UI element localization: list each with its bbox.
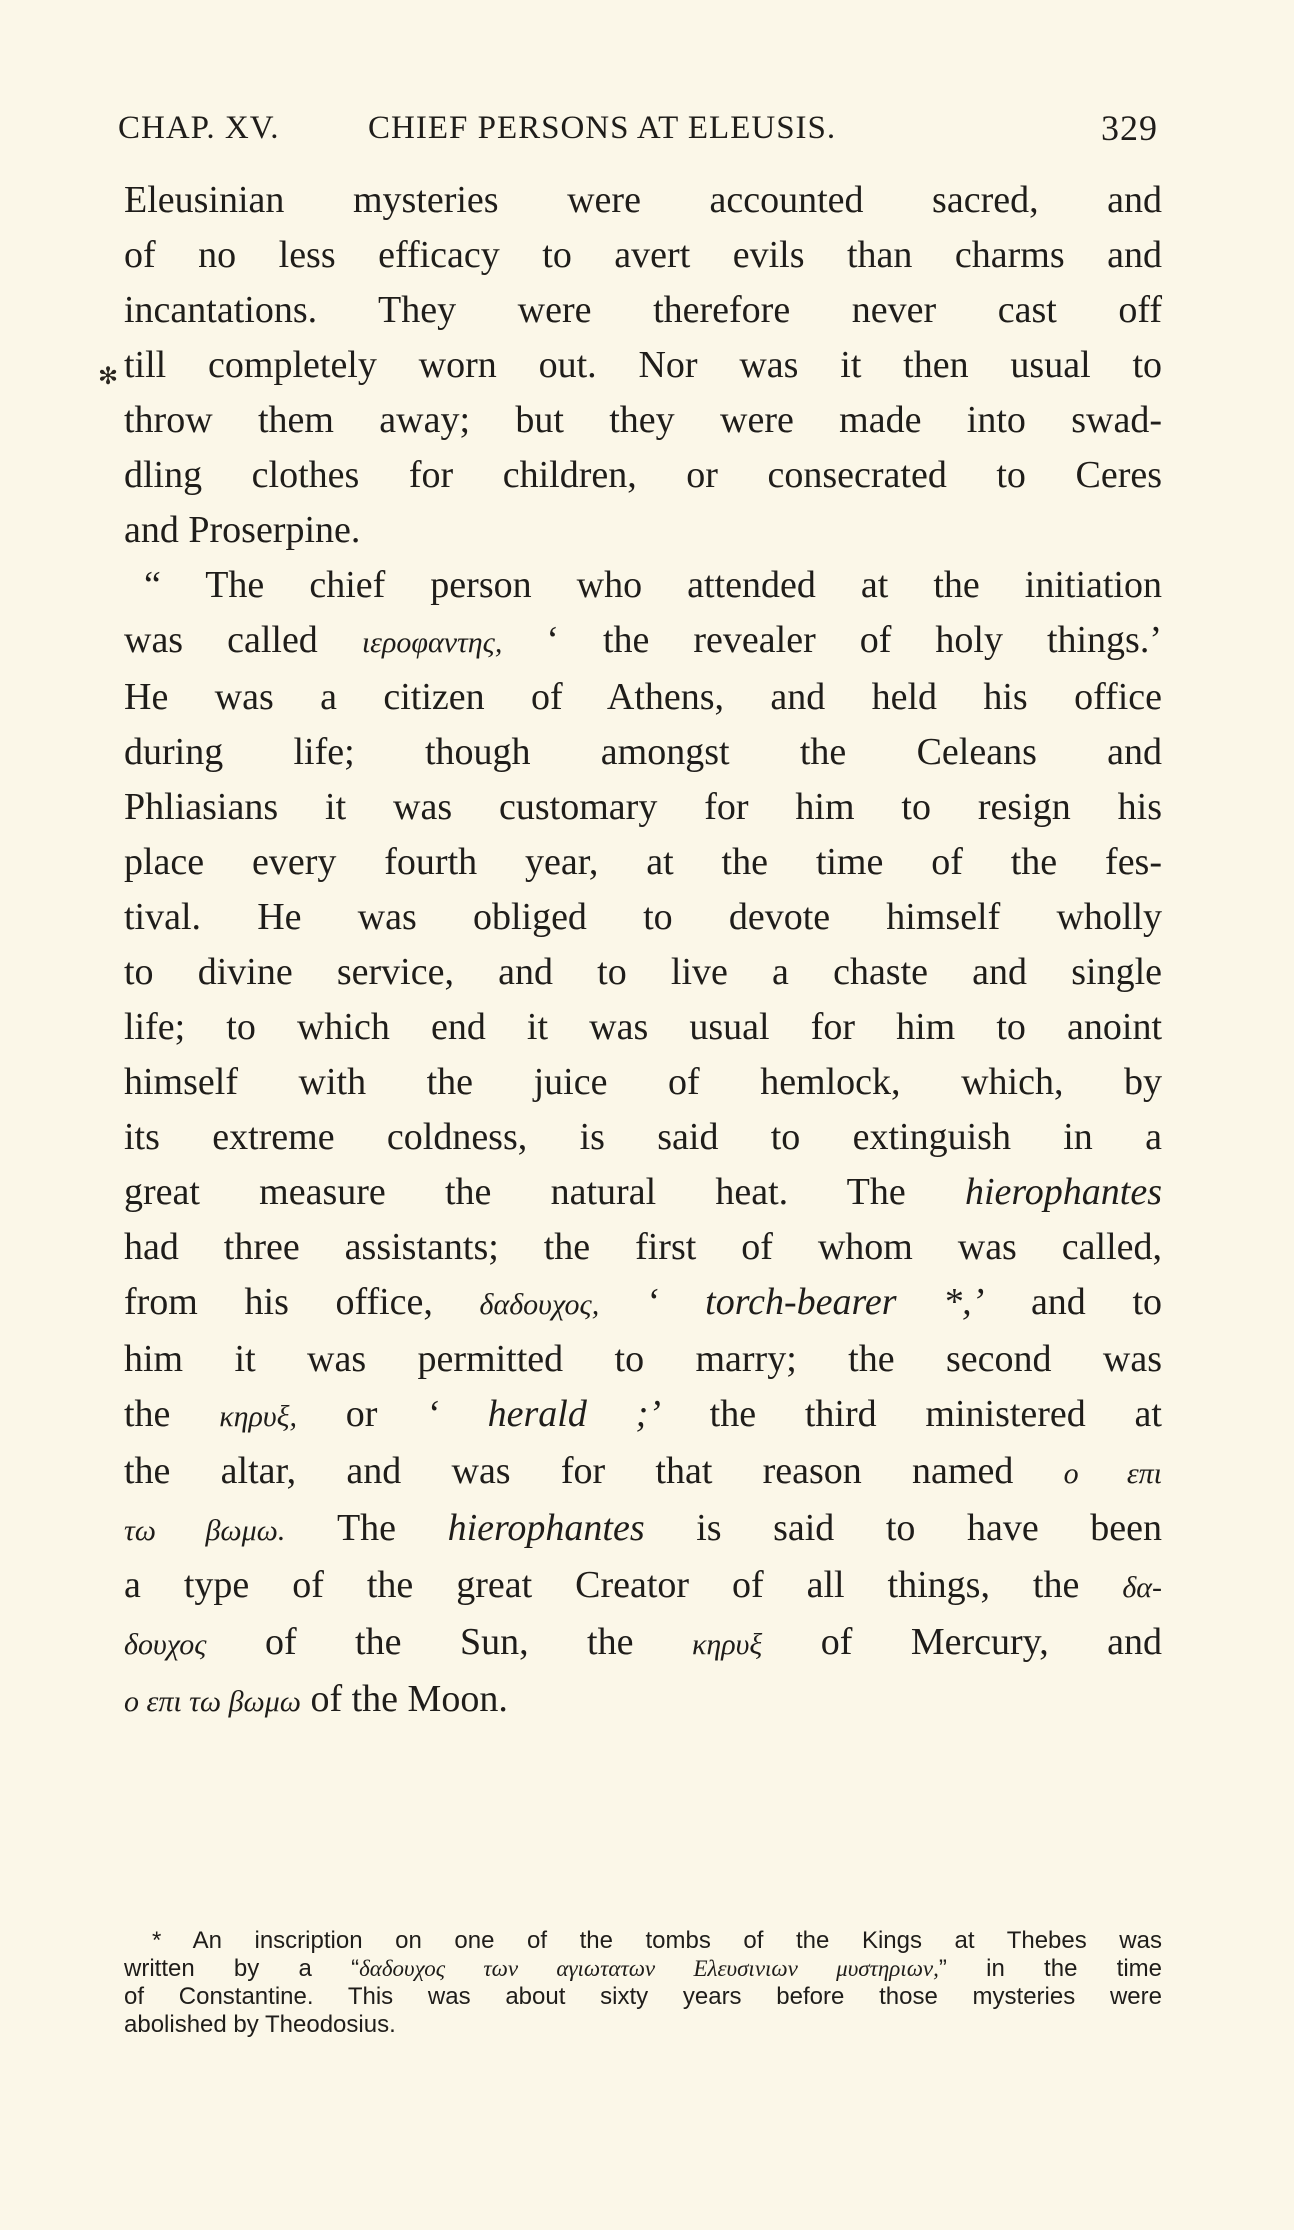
text-line: dling clothes for children, or consecrated to Ceres bbox=[124, 454, 1162, 496]
text-line bbox=[124, 613, 1162, 670]
italic-term: ‘ herald ;’ bbox=[426, 1393, 661, 1435]
text-run: the bbox=[124, 1393, 171, 1435]
text-run: ” in the time bbox=[938, 1955, 1162, 1982]
greek-term: τω βωμω. bbox=[124, 1514, 286, 1547]
text-line: and Proserpine. bbox=[124, 509, 361, 551]
text-run: The bbox=[336, 1507, 397, 1549]
text-line bbox=[124, 1672, 1162, 1729]
text-line: place every fourth year, at the time of the fes- bbox=[124, 841, 1162, 883]
text-run: the altar, and was for that reason named bbox=[124, 1450, 1014, 1492]
greek-term: δα- bbox=[1122, 1571, 1162, 1604]
footnote-line bbox=[124, 1955, 1162, 1983]
text-line: “ The chief person who attended at the initiation bbox=[144, 564, 1162, 606]
text-run: written by a “ bbox=[124, 1955, 360, 1982]
text-line: throw them away; but they were made into swad- bbox=[124, 399, 1162, 441]
greek-term: ιεροφαντης, bbox=[361, 626, 503, 659]
text-line: tival. He was obliged to devote himself wholly bbox=[124, 896, 1162, 938]
text-line: Phliasians it was customary for him to resign his bbox=[124, 786, 1162, 828]
greek-term: δαδουχος, bbox=[479, 1288, 600, 1321]
text-line: till completely worn out. Nor was it then usual to bbox=[124, 344, 1162, 386]
text-line: Eleusinian mysteries were accounted sacred, and bbox=[124, 179, 1162, 221]
text-line: had three assistants; the first of whom was called, bbox=[124, 1226, 1162, 1268]
text-line bbox=[124, 1275, 1162, 1332]
text-run: from his office, bbox=[124, 1281, 433, 1323]
footnote-line: abolished by Theodosius. bbox=[124, 2011, 396, 2038]
text-run: of the Moon. bbox=[310, 1678, 508, 1720]
text-line bbox=[124, 1501, 1162, 1558]
text-run: the third ministered at bbox=[709, 1393, 1162, 1435]
text-line: of no less efficacy to avert evils than charms and bbox=[124, 234, 1162, 276]
text-run: is said to have been bbox=[696, 1507, 1163, 1549]
text-line bbox=[124, 1165, 1162, 1220]
text-line: life; to which end it was usual for him to anoint bbox=[124, 1006, 1162, 1048]
italic-term: ‘ torch-bearer *,’ bbox=[645, 1281, 985, 1323]
greek-term: κηρυξ, bbox=[219, 1400, 298, 1433]
page-number: 329 bbox=[1101, 108, 1158, 148]
italic-term: hierophantes bbox=[447, 1507, 645, 1549]
greek-term: ο επι bbox=[1063, 1457, 1163, 1490]
footnote-line: of Constantine. This was about sixty years before those mysteries were bbox=[124, 1983, 1162, 2010]
text-run: a type of the great Creator of all things, the bbox=[124, 1564, 1080, 1606]
text-line: him it was permitted to marry; the second was bbox=[124, 1338, 1162, 1380]
margin-mark: ✻ bbox=[98, 364, 119, 390]
chapter-label: CHAP. XV. bbox=[118, 110, 280, 146]
body-text bbox=[124, 173, 1162, 1729]
text-line: its extreme coldness, is said to extinguish in a bbox=[124, 1116, 1162, 1158]
footnote-line: * An inscription on one of the tombs of the Kings at Thebes was bbox=[152, 1927, 1162, 1954]
running-title: CHIEF PERSONS AT ELEUSIS. bbox=[368, 110, 837, 146]
text-run: and to bbox=[1030, 1281, 1162, 1323]
text-line: during life; though amongst the Celeans and bbox=[124, 731, 1162, 773]
text-line bbox=[124, 1387, 1162, 1444]
text-run: of the Sun, the bbox=[264, 1621, 634, 1663]
text-line: He was a citizen of Athens, and held his office bbox=[124, 676, 1162, 718]
text-line bbox=[124, 1615, 1162, 1672]
text-run: or bbox=[345, 1393, 378, 1435]
text-run: of Mercury, and bbox=[820, 1621, 1163, 1663]
text-run: was called bbox=[124, 619, 318, 661]
greek-term: κηρυξ bbox=[691, 1628, 763, 1661]
greek-term: ο επι τω βωμω bbox=[124, 1685, 301, 1718]
text-line: himself with the juice of hemlock, which, by bbox=[124, 1061, 1162, 1103]
text-run: ‘ the revealer of holy things.’ bbox=[546, 619, 1162, 661]
footnote bbox=[124, 1927, 1162, 2039]
greek-term: δαδουχος των αγιωτατων Ελευσινιων μυστηριων, bbox=[359, 1956, 939, 1981]
italic-term: hierophantes bbox=[965, 1171, 1163, 1213]
text-line: incantations. They were therefore never cast off bbox=[124, 289, 1162, 331]
running-header bbox=[118, 103, 1158, 153]
text-line: to divine service, and to live a chaste and single bbox=[124, 951, 1162, 993]
greek-term: δουχος bbox=[124, 1628, 207, 1661]
text-line bbox=[124, 1444, 1162, 1501]
text-line bbox=[124, 1558, 1162, 1615]
text-run: great measure the natural heat. The bbox=[124, 1171, 906, 1213]
